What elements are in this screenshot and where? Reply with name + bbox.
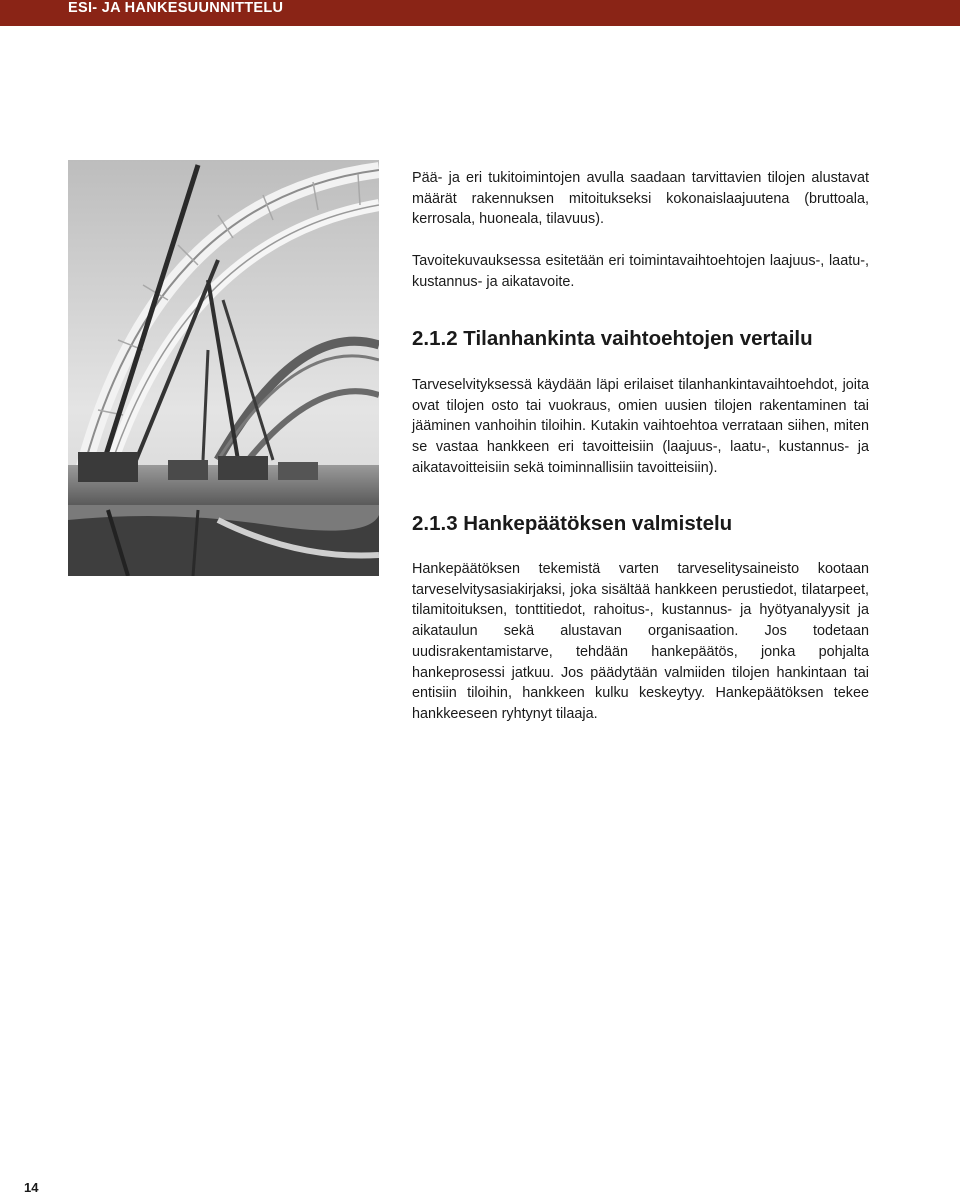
section-213-heading: 2.1.3 Hankepäätöksen valmistelu (412, 512, 733, 535)
section-213-body: Hankepäätöksen tekemistä varten tarveselitysaineisto kootaan tarveselvitysasiakirjaksi, joka sisältää hankkeen perustiedot, tilatarpeet, tilamitoituksen, tonttitiedot, rahoitus-, kustannus- ja hyötyanalyysit ja aikataulun sekä alustavan organisaation. Jos todetaan uudisrakentamistarve, tehdään hankepäätös, jonka pohjalta hankeprosessi jatkuu. Jos päädytään valmiiden tilojen hankintaan tai entisiin tiloihin, hankkeen kulku keskeytyy. Hankepäätöksen tekee hankkeeseen ryhtynyt tilaaja. (412, 561, 869, 722)
intro-paragraph-2: Tavoitekuvauksessa esitetään eri toimintavaihtoehtojen laajuus-, laatu-, kustannus- ja aikatavoite. (412, 252, 869, 290)
page-number: 14 (24, 1180, 39, 1195)
section-212-text (412, 375, 869, 479)
intro-paragraph-1: Pää- ja eri tukitoimintojen avulla saadaan tarvittavien tilojen alustavat määrät rakennuksen mitoitukseksi kokonaislaajuutena (bruttoala, kerrosala, huoneala, tilavuus). (412, 170, 869, 228)
intro-text (412, 168, 869, 292)
header-bar (0, 0, 960, 26)
section-title: ESI- JA HANKESUUNNITTELU (68, 0, 284, 16)
construction-photo (68, 160, 379, 576)
section-213-text (412, 559, 869, 725)
section-212-heading: 2.1.2 Tilanhankinta vaihtoehtojen vertailu (412, 327, 813, 350)
section-212-body: Tarveselvityksessä käydään läpi erilaiset tilanhankintavaihtoehdot, joita ovat tilojen osto tai vuokraus, omien uusien tilojen rakentaminen tai jääminen vanhoihin tiloihin. Kutakin vaihtoehtoa verrataan siihen, miten se vastaa hankkeen eri tavoitteisiin (laajuus-, laatu-, kustannus- ja aikatavoitteisiin sekä toiminnallisiin tavoitteisiin). (412, 377, 869, 476)
